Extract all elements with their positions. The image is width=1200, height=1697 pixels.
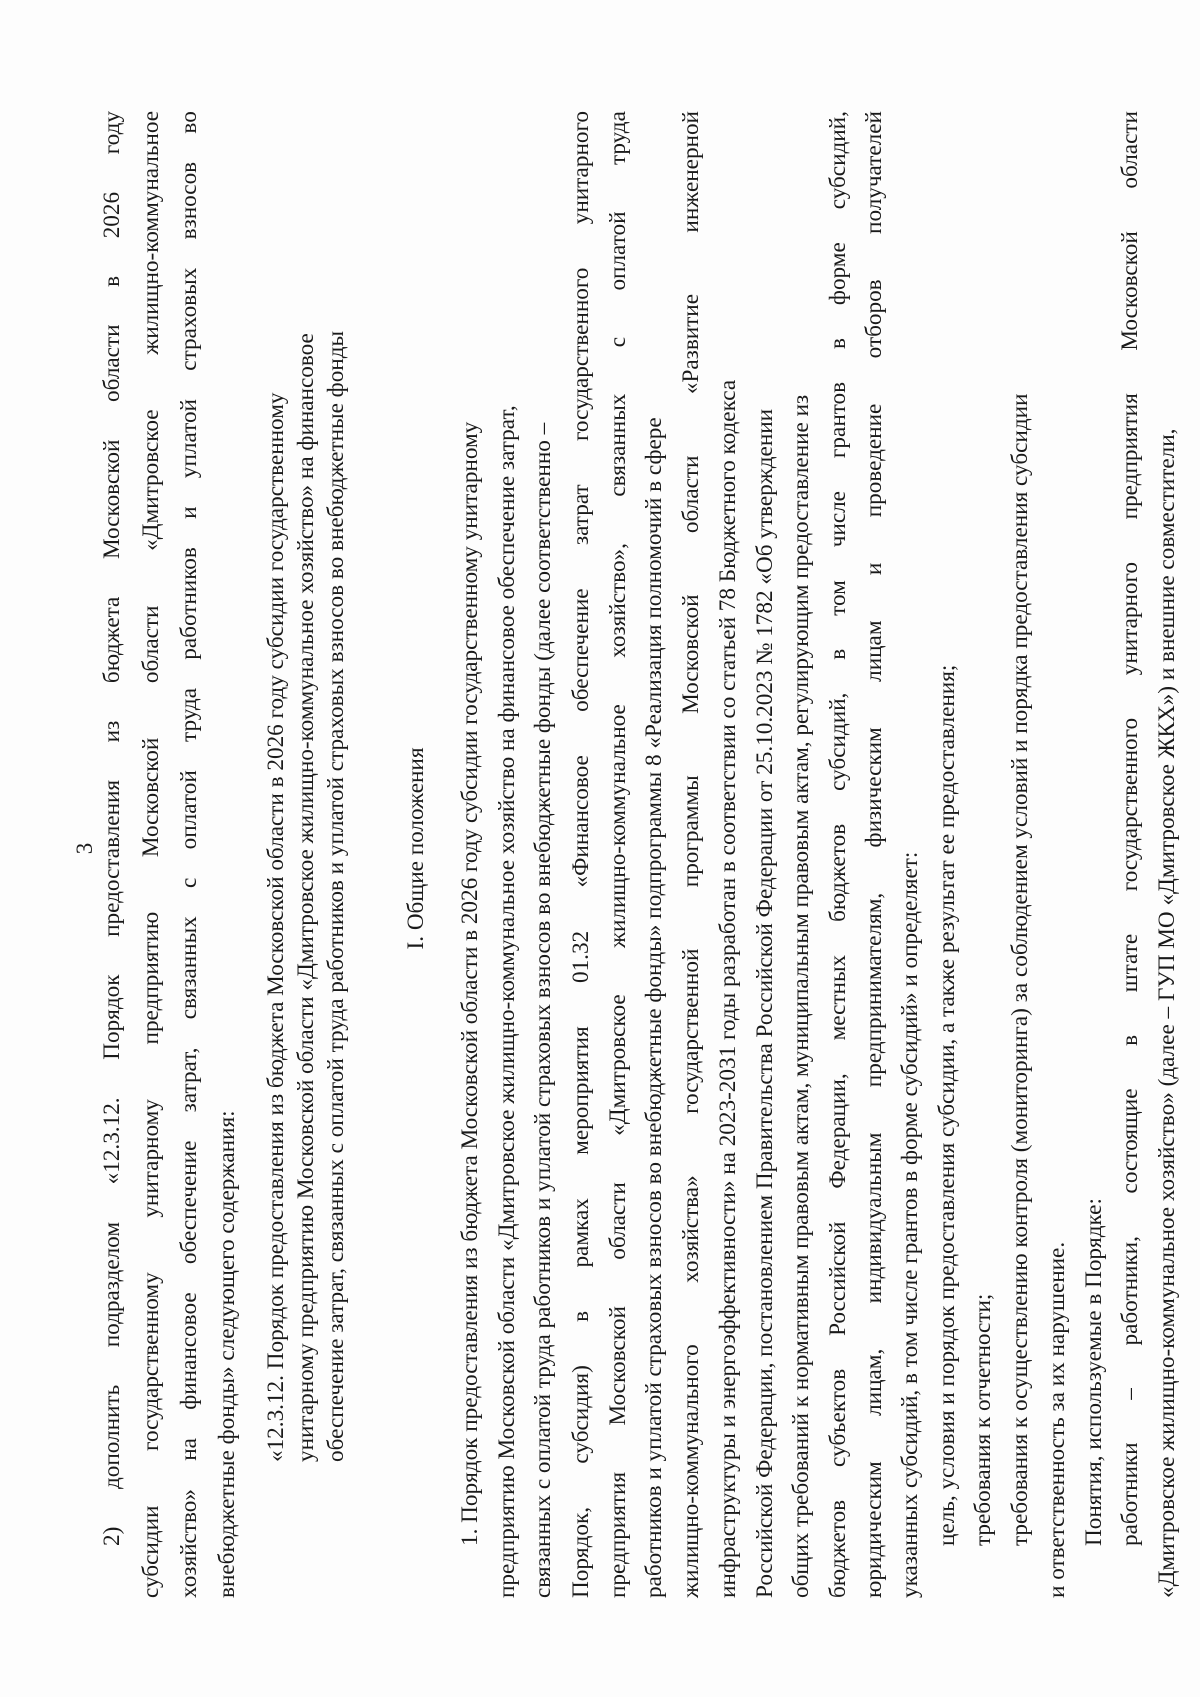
body-line-16: требования к осуществлению контроля (мониторинга) за соблюдением условий и порядка предоставления субсидии <box>1007 393 1033 1546</box>
body-line-10: общих требований к нормативным правовым актам, муниципальным правовым актам, регулирующим предоставление из <box>788 394 814 1598</box>
amendment-line-2: субсидии государственному унитарному предприятию Московской области «Дмитровское жилищно-коммунальное <box>138 111 164 1598</box>
section-heading: I. Общие положения <box>403 747 429 950</box>
body-line-20: «Дмитровское жилищно-коммунальное хозяйство» (далее – ГУП МО «Дмитровское ЖКХ») и внешние совместители, <box>1154 428 1180 1598</box>
body-line-12: юридическим лицам, индивидуальным предпринимателям, физическим лицам и проведение отборов получателей <box>861 111 887 1598</box>
body-line-14: цель, условия и порядок предоставления субсидии, а также результат ее предоставления; <box>934 664 960 1546</box>
body-line-9: Российской Федерации, постановлением Правительства Российской Федерации от 25.10.2023 № 1782 «Об утверждении <box>752 408 778 1598</box>
body-line-15: требования к отчетности; <box>970 1293 996 1546</box>
body-line-17: и ответственность за их нарушение. <box>1044 1241 1070 1598</box>
body-line-8: инфраструктуры и энергоэффективности» на 2023-2031 годы разработан в соответствии со статьей 78 Бюджетного кодекса <box>715 379 741 1598</box>
body-line-1: 1. Порядок предоставления из бюджета Московской области в 2026 году субсидии государственному унитарному <box>457 421 483 1546</box>
page-number: 3 <box>72 842 97 855</box>
amendment-line-1: 2) дополнить подразделом «12.3.12. Порядок предоставления из бюджета Московской области в 2026 году <box>99 111 125 1546</box>
body-line-7: жилищно-коммунального хозяйства» государственной программы Московской области «Развитие инженерной <box>678 111 704 1598</box>
body-line-19: работники – работники, состоящие в штате государственного унитарного предприятия Московской области <box>1117 111 1143 1546</box>
body-line-13: указанных субсидий, в том числе грантов в форме субсидий» и определяет: <box>897 851 923 1598</box>
body-line-3: связанных с оплатой труда работников и уплатой страховых взносов во внебюджетные фонды (далее соответственно – <box>530 422 556 1598</box>
amendment-line-3: хозяйство» на финансовое обеспечение затрат, связанных с оплатой труда работников и уплатой страховых взносов во <box>176 111 202 1598</box>
body-line-2: предприятию Московской области «Дмитровское жилищно-коммунальное хозяйство на финансовое обеспечение затрат, <box>494 405 520 1598</box>
body-line-6: работников и уплатой страховых взносов во внебюджетные фонды» подпрограммы 8 «Реализация полномочий в сфере <box>641 417 667 1598</box>
section-title-line-1: «12.3.12. Порядок предоставления из бюджета Московской области в 2026 году субсидии государственному <box>263 392 289 1462</box>
body-line-5: предприятия Московской области «Дмитровское жилищно-коммунальное хозяйство», связанных с оплатой труда <box>605 111 631 1598</box>
section-title-line-2: унитарному предприятию Московской области «Дмитровское жилищно-коммунальное хозяйство» на финансовое <box>293 333 319 1462</box>
body-line-11: бюджетов субъектов Российской Федерации, местных бюджетов субсидий, в том числе грантов в форме субсидий, <box>825 111 851 1598</box>
body-line-18: Понятия, используемые в Порядке: <box>1081 1198 1107 1546</box>
body-line-4: Порядок, субсидия) в рамках мероприятия 01.32 «Финансовое обеспечение затрат государственного унитарного <box>568 111 594 1598</box>
section-title-line-3: обеспечение затрат, связанных с оплатой труда работников и уплатой страховых взносов во внебюджетные фонды <box>323 330 349 1462</box>
amendment-line-4: внебюджетные фонды» следующего содержания: <box>214 1110 240 1598</box>
